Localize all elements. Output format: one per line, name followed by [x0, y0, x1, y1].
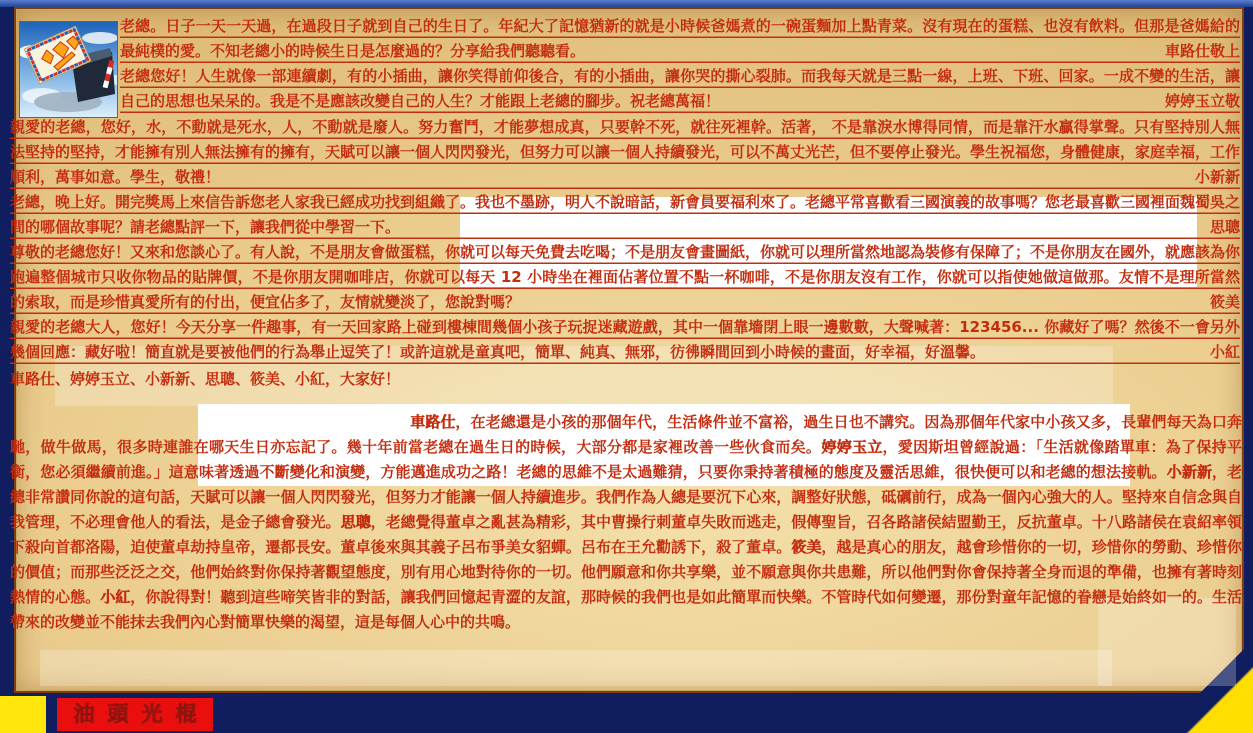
reply-text: ，老總覺得董卓之亂甚為精彩，其中曹操行刺董卓失敗而逃走，假傳聖旨，召各路諸侯結盟勤王，反抗董卓。十八路諸侯在袁紹率領下殺向首都洛陽，迫使董卓劫持皇帝，遷都長安。董卓後來與其義子呂布爭美女貂蟬。呂布在王允勸誘下，殺了董卓。 — [10, 513, 1242, 556]
letter-message — [10, 190, 1240, 240]
light-patch — [40, 650, 1112, 686]
letter-text: 老總您好！人生就像一部連續劇，有的小插曲，讓你笑得前仰後合，有的小插曲，讓你哭的撕心裂肺。而我每天就是三點一線，上班、下班、回家。一成不變的生活，讓自己的思想也呆呆的。我是不是應該改變自己的人生？才能跟上老總的腳步。祝老總萬福！ — [120, 67, 1240, 110]
letter-message — [120, 64, 1240, 114]
letter-signature: 筱美 — [1209, 293, 1240, 311]
letter-message — [10, 115, 1240, 190]
letter-signature: 思聰 — [1209, 218, 1240, 236]
reply-text: ，老總非常讚同你說的這句話，天賦可以讓一個人閃閃發光，但努力才能讓一個人持續進步。我們作為人總是要沉下心來，調整好狀態，砥礪前行，成為一個內心強大的人。堅持來自信念與自我管理，不必理會他人的看法，是金子總會發光。 — [10, 463, 1242, 531]
top-blue-strip — [0, 0, 1253, 7]
section-badge: 油頭光棍 — [57, 698, 213, 731]
letter-text: 親愛的老總，您好，水，不動就是死水，人，不動就是廢人。努力奮鬥，才能夢想成真，只要幹不死，就往死裡幹。活著， 不是靠淚水博得同情，而是靠汗水贏得掌聲。只有堅持別人無法堅持的堅持，才能擁有別人無法擁有的擁有，天賦可以讓一個人閃閃發光，但努力可以讓一個人持續發光，可以不萬丈光芒，但不要停止發光。學生祝福您，身體健康，家庭幸福，工作順利，萬事如意。學生，敬禮！ — [10, 118, 1241, 186]
bottom-left-yellow-block — [0, 696, 46, 733]
bottom-right-yellow-corner — [1173, 653, 1253, 733]
letter-signature: 小新新 — [1194, 168, 1240, 186]
letter-message — [10, 315, 1240, 365]
letter-text: 親愛的老總大人，您好！今天分享一件趣事，有一天回家路上碰到樓棟間幾個小孩子玩捉迷藏遊戲，其中一個靠墻閉上眼一邊數數，大聲喊著：123456... 你藏好了嗎？然後不一會另外幾個回應：藏好啦！簡直就是要被他們的行為舉止逗笑了！或許這就是童真吧，簡單、純真、無邪，彷彿瞬間回到小時候的畫面，好幸福，好溫馨。 — [10, 318, 1240, 361]
letter-signature: 婷婷玉立敬 — [1164, 92, 1240, 110]
reply-name: 小紅 — [100, 588, 131, 606]
letter-text: 老總。日子一天一天過，在過段日子就到自己的生日了。年紀大了記憶猶新的就是小時候爸媽煮的一碗蛋麵加上點青菜。沒有現在的蛋糕、也沒有飲料。但那是爸媽給的最純樸的愛。不知老總小的時候生日是怎麼過的？分享給我們聽聽看。 — [120, 17, 1240, 60]
letter-signature: 小紅 — [1209, 343, 1240, 361]
boss-reply — [10, 410, 1242, 635]
mailbox-envelope-image — [20, 22, 117, 117]
reply-text: ，越是真心的朋友，越會珍惜你的一切，珍惜你的勞動、珍惜你的價值；而那些泛泛之交，他們始終對你保持著觀望態度，別有用心地對待你的一切。他們願意和你共享樂，並不願意與你共患難，所以他們對你會保持著全身而退的準備，也擁有著時刻熱情的心態。 — [10, 538, 1242, 606]
reply-greeting: 車路仕、婷婷玉立、小新新、思聰、筱美、小紅，大家好！ — [10, 370, 401, 388]
letter-message — [120, 14, 1240, 64]
letter-message — [10, 240, 1240, 315]
reply-text: ，愛因斯坦曾經說過：「生活就像踏單車：為了保持平衡，您必須繼續前進。」這意味著透過不斷變化和演變，方能邁進成功之路！老總的思維不是太過難猜，只要你秉持著積極的態度及靈活思維，很快便可以和老總的想法接軌。 — [10, 438, 1242, 481]
letter-signature: 車路仕敬上 — [1164, 42, 1240, 60]
reply-text: ，在老總還是小孩的那個年代，生活條件並不富裕，過生日也不講究。因為那個年代家中小孩又多，長輩們每天為口奔馳，做牛做馬，很多時連誰在哪天生日亦忘記了。幾十年前當老總在過生日的時候，大部分都是家裡改善一些伙食而矣。 — [10, 413, 1242, 456]
reply-name: 筱美 — [791, 538, 822, 556]
letter-text: 尊敬的老總您好！又來和您談心了。有人說，不是朋友會做蛋糕，你就可以每天免費去吃喝；不是朋友會畫圖紙，你就可以理所當然地認為裝修有保障了；不是你朋友在國外，就應該為你跑遍整個城市只收你物品的貼牌價，不是你朋友開咖啡店，你就可以每天 12 小時坐在裡面佔著位置不點一杯咖啡，不是你朋友沒有工作，你就可以指使她做這做那。友情不是理所當然的索取，而是珍惜真愛所有的付出，便宜佔多了，友情就變淡了，您說對嗎？ — [10, 243, 1241, 311]
reply-name: 思聰 — [340, 513, 371, 531]
letter-text: 老總，晚上好。開完獎馬上來信告訴您老人家我已經成功找到組織了。我也不墨跡，明人不說暗話，新會員要福利來了。老總平常喜歡看三國演義的故事嗎？您老最喜歡三國裡面魏蜀吳之間的哪個故事呢？請老總點評一下，讓我們從中學習一下。 — [10, 193, 1241, 236]
reply-text: ，你說得對！聽到這些啼笑皆非的對話，讓我們回憶起青澀的友誼，那時候的我們也是如此簡單而快樂。不管時代如何變遷，那份對童年記憶的眷戀是始終如一的。生活帶來的改變並不能抹去我們內心對簡單快樂的渴望，這是每個人心中的共鳴。 — [10, 588, 1242, 631]
reply-name: 婷婷玉立 — [821, 438, 883, 456]
reply-name: 小新新 — [1166, 463, 1212, 481]
reply-name: 車路仕 — [410, 413, 456, 431]
